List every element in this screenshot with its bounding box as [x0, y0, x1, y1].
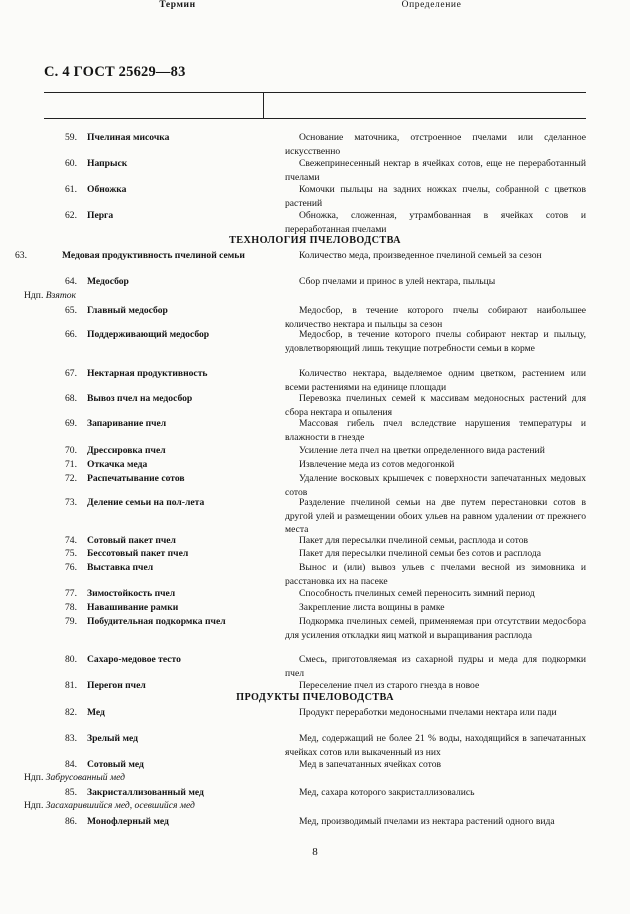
entry-definition: Удаление восковых крышечек с поверхности запечатанных медовых сотов [285, 473, 586, 498]
entry-term-text: Зимостойкость пчел [87, 588, 176, 599]
entry-term-text: Вывоз пчел на медосбор [87, 393, 193, 404]
entry-term [44, 786, 291, 800]
entry-term-text: Навашивание рамки [87, 602, 179, 613]
entry-term [44, 547, 291, 561]
entry-term-text: Деление семьи на пол-лета [87, 497, 205, 508]
column-header-term: Термин [159, 0, 196, 10]
entry-definition: Извлечение меда из сотов медогонкой [299, 459, 455, 470]
entry-number: 75. [65, 548, 77, 559]
entry-number: 77. [65, 588, 77, 599]
entry-number: 71. [65, 459, 77, 470]
entry-number: 66. [65, 329, 77, 340]
entry-term-text: Обножка [87, 184, 127, 195]
entry-term-text: Побудительная подкормка пчел [87, 616, 226, 627]
entry-number: 74. [65, 535, 77, 546]
entry-term [44, 444, 291, 458]
entry-term [44, 417, 291, 431]
entry-term [44, 183, 291, 197]
entry-definition: Разделение пчелиной семьи на две путем перестановки сотов в другой улей и размещении обоих ульев на равном удалении от прежнего места [285, 497, 586, 535]
entry-number: 82. [65, 707, 77, 718]
entry-term [44, 534, 291, 548]
entry-definition: Мед, сахара которого закристаллизовались [299, 787, 475, 798]
entry-definition: Мед в запечатанных ячейках сотов [299, 759, 442, 770]
entry-term-text: Запаривание пчел [87, 418, 167, 429]
entry-term [44, 131, 291, 145]
entry-number: 85. [65, 787, 77, 798]
entry-definition: Усиление лета пчел на цветки определенного вида растений [299, 445, 545, 456]
entry-definition: Основание маточника, отстроенное пчелами или сделанное искусственно [285, 132, 586, 157]
entry-definition: Пакет для пересылки пчелиной семьи, расплода и сотов [299, 535, 529, 546]
entry-term-text: Сахаро-медовое тесто [87, 654, 181, 665]
entry-definition: Массовая гибель пчел вследствие нарушения температуры и влажности в гнезде [285, 418, 586, 443]
entry-number: 64. [65, 276, 77, 287]
entry-term [44, 601, 291, 615]
entry-term-text: Медовая продуктивность пчелиной семьи [62, 250, 245, 261]
entry-number: 69. [65, 418, 77, 429]
entry-definition: Количество меда, произведенное пчелиной семьей за сезон [299, 250, 542, 261]
entry-term-text: Пчелиная мисочка [87, 132, 170, 143]
entry-number: 78. [65, 602, 77, 613]
entry-term [44, 275, 291, 289]
entry-term [44, 758, 291, 772]
entry-definition: Пакет для пересылки пчелиной семьи без сотов и расплода [299, 548, 541, 559]
ndp-prefix: Ндп. [24, 290, 44, 301]
entry-definition: Комочки пыльцы на задних ножках пчелы, собранной с цветков растений [285, 184, 586, 209]
entry-definition: Количество нектара, выделяемое одним цветком, растением или всеми растениями на единице площади [285, 368, 586, 393]
entry-term-text: Поддерживающий медосбор [87, 329, 210, 340]
ndp-term: Забрусованный мед [45, 772, 125, 783]
entry-term [44, 732, 291, 746]
entry-definition: Мед, производимый пчелами из нектара растений одного вида [299, 816, 555, 827]
entry-term [44, 815, 291, 829]
entry-term [44, 392, 291, 406]
entry-number: 68. [65, 393, 77, 404]
entry-term-text: Распечатывание сотов [87, 473, 185, 484]
entry-number: 86. [65, 816, 77, 827]
entry-number: 60. [65, 158, 77, 169]
entry-definition: Подкормка пчелиных семей, применяемая при отсутствии медосбора для усиления откладки яиц маткой и выращивания расплода [285, 616, 586, 641]
entry-definition: Сбор пчелами и принос в улей нектара, пыльцы [299, 276, 496, 287]
entry-term-text: Мед [87, 707, 105, 718]
deprecated-term-note [24, 290, 76, 301]
entry-definition: Свежепринесенный нектар в ячейках сотов, еще не переработанный пчелами [285, 158, 586, 183]
entry-term-text: Перегон пчел [87, 680, 146, 691]
entry-term [44, 458, 291, 472]
entry-number: 84. [65, 759, 77, 770]
entry-definition: Способность пчелиных семей переносить зимний период [299, 588, 535, 599]
entry-number: 67. [65, 368, 77, 379]
entry-definition: Переселение пчел из старого гнезда в новое [299, 680, 480, 691]
entry-number: 80. [65, 654, 77, 665]
entry-term-text: Медосбор [87, 276, 129, 287]
entry-term-text: Бессотовый пакет пчел [87, 548, 189, 559]
entry-term-text: Главный медосбор [87, 305, 168, 316]
entry-definition: Обножка, сложенная, утрамбованная в ячейках сотов и переработанная пчелами [285, 210, 586, 235]
entry-term-text: Сотовый мед [87, 759, 144, 770]
ndp-prefix: Ндп. [24, 800, 44, 811]
entry-term-text: Монофлерный мед [87, 816, 169, 827]
entry-term [44, 304, 291, 318]
entry-term [44, 472, 291, 486]
entry-term [15, 249, 291, 263]
ndp-term: Взяток [45, 290, 77, 301]
entry-term [44, 496, 291, 510]
entry-term [44, 367, 291, 381]
entry-number: 83. [65, 733, 77, 744]
entry-term-text: Перга [87, 210, 114, 221]
entry-number: 79. [65, 616, 77, 627]
entry-number: 81. [65, 680, 77, 691]
page-number: 8 [312, 846, 318, 858]
entry-definition: Перевозка пчелиных семей к массивам медоносных растений для сбора нектара и опыления [285, 393, 586, 418]
section-heading-technology: ТЕХНОЛОГИЯ ПЧЕЛОВОДСТВА [229, 235, 401, 246]
entry-term [44, 561, 291, 575]
entry-term-text: Напрыск [87, 158, 128, 169]
entry-number: 76. [65, 562, 77, 573]
entry-definition: Медосбор, в течение которого пчелы собирают нектар и пыльцу, удовлетворяющий лишь текущие потребности семьи в корме [285, 329, 586, 354]
column-header-definition: Определение [401, 0, 462, 10]
entry-number: 70. [65, 445, 77, 456]
entry-term [44, 328, 291, 342]
entry-definition: Закрепление листа вощины в рамке [299, 602, 445, 613]
entry-number: 63. [15, 250, 27, 261]
deprecated-term-note [24, 800, 195, 811]
section-heading-products: ПРОДУКТЫ ПЧЕЛОВОДСТВА [236, 692, 394, 703]
ndp-term: Засахарившийся мед, осевшийся мед [45, 800, 195, 811]
entry-number: 61. [65, 184, 77, 195]
entry-number: 59. [65, 132, 77, 143]
entry-definition: Смесь, приготовляемая из сахарной пудры и меда для подкормки пчел [285, 654, 586, 679]
entry-term-text: Закристаллизованный мед [87, 787, 204, 798]
entry-term-text: Откачка меда [87, 459, 148, 470]
entry-term [44, 157, 291, 171]
entry-term-text: Дрессировка пчел [87, 445, 166, 456]
entry-term [44, 653, 291, 667]
entry-number: 72. [65, 473, 77, 484]
entry-term-text: Нектарная продуктивность [87, 368, 208, 379]
entry-definition: Вынос и (или) вывоз ульев с пчелами весной из зимовника и расстановка их на пасеке [285, 562, 586, 587]
entry-definition: Медосбор, в течение которого пчелы собирают наибольшее количество нектара и пыльцы за сезон [285, 305, 586, 330]
entry-term [44, 679, 291, 693]
entry-term [44, 209, 291, 223]
entry-term [44, 706, 291, 720]
entry-term-text: Выставка пчел [87, 562, 154, 573]
entry-term [44, 587, 291, 601]
entry-term [44, 615, 291, 629]
entry-term-text: Сотовый пакет пчел [87, 535, 176, 546]
entry-number: 65. [65, 305, 77, 316]
entry-number: 73. [65, 497, 77, 508]
entry-definition: Продукт переработки медоносными пчелами нектара или пади [299, 707, 557, 718]
document-header: С. 4 ГОСТ 25629—83 [44, 64, 186, 80]
entry-definition: Мед, содержащий не более 21 % воды, находящийся в запечатанных ячейках сотов или выкаченный из них [285, 733, 586, 758]
deprecated-term-note [24, 772, 125, 783]
entry-term-text: Зрелый мед [87, 733, 138, 744]
entry-number: 62. [65, 210, 77, 221]
ndp-prefix: Ндп. [24, 772, 44, 783]
